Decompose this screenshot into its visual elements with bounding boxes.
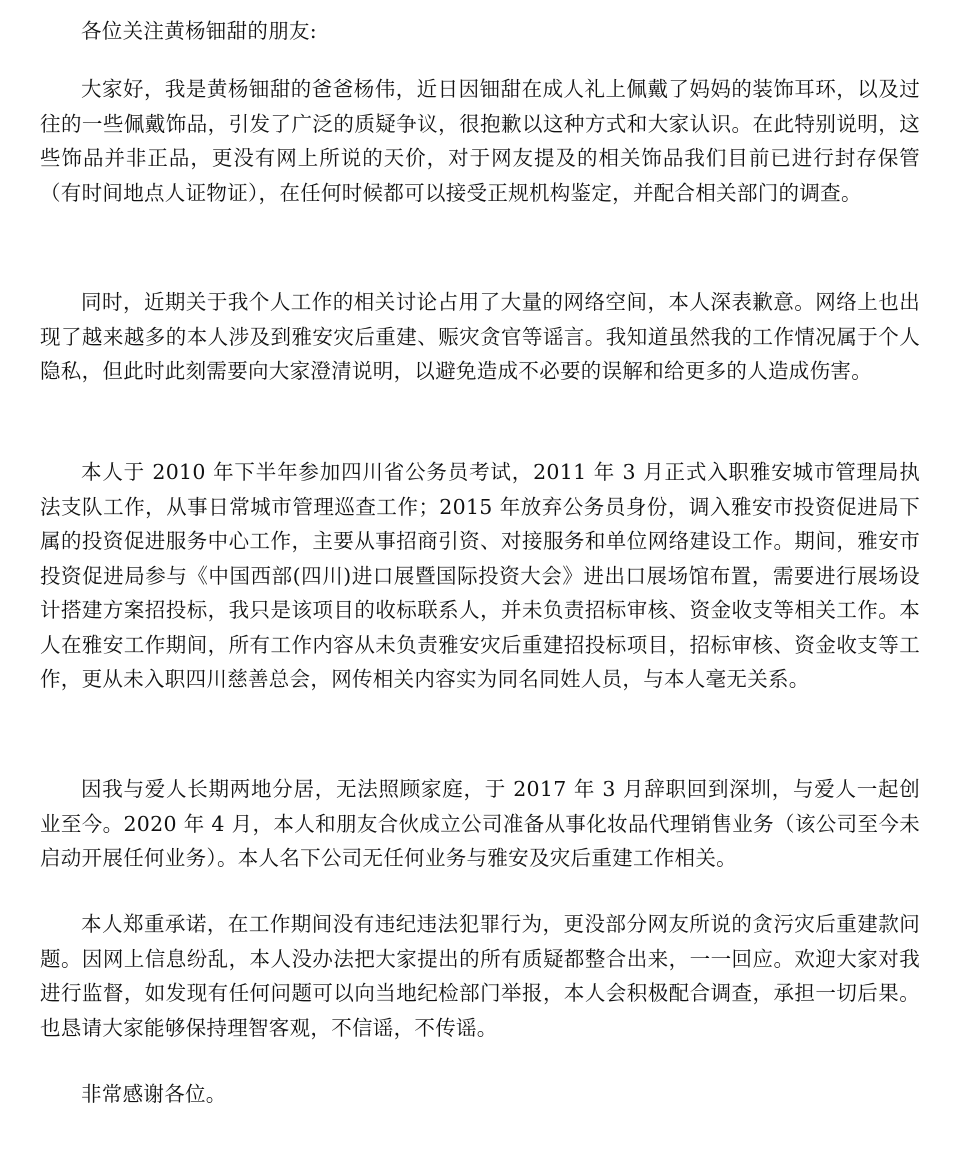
letter-paragraph: 本人郑重承诺，在工作期间没有违纪违法犯罪行为，更没部分网友所说的贪污灾后重建款问题。因网上信息纷乱，本人没办法把大家提出的所有质疑都整合出来，一一回应。欢迎大家对我进行监督，如发现有任何问题可以向当地纪检部门举报，本人会积极配合调查，承担一切后果。也恳请大家能够保持理智客观，不信谣，不传谣。 <box>40 912 920 1040</box>
letter-closing: 非常感谢各位。 <box>81 1082 227 1106</box>
letter-paragraph: 因我与爱人长期两地分居，无法照顾家庭，于 2017 年 3 月辞职回到深圳，与爱人一起创业至今。2020 年 4 月，本人和朋友合伙成立公司准备从事化妆品代理销售业务（该公司至今未启动开展任何业务）。本人名下公司无任何业务与雅安及灾后重建工作相关。 <box>40 777 920 870</box>
letter-greeting: 各位关注黄杨钿甜的朋友: <box>81 19 318 43</box>
letter-paragraph: 同时，近期关于我个人工作的相关讨论占用了大量的网络空间，本人深表歉意。网络上也出现了越来越多的本人涉及到雅安灾后重建、赈灾贪官等谣言。我知道虽然我的工作情况属于个人隐私，但此时此刻需要向大家澄清说明，以避免造成不必要的误解和给更多的人造成伤害。 <box>40 290 920 383</box>
letter-paragraph: 大家好，我是黄杨钿甜的爸爸杨伟，近日因钿甜在成人礼上佩戴了妈妈的装饰耳环，以及过往的一些佩戴饰品，引发了广泛的质疑争议，很抱歉以这种方式和大家认识。在此特别说明，这些饰品并非正品，更没有网上所说的天价，对于网友提及的相关饰品我们目前已进行封存保管（有时间地点人证物证），在任何时候都可以接受正规机构鉴定，并配合相关部门的调查。 <box>40 77 920 205</box>
letter-paragraph: 本人于 2010 年下半年参加四川省公务员考试，2011 年 3 月正式入职雅安城市管理局执法支队工作，从事日常城市管理巡查工作；2015 年放弃公务员身份，调入雅安市投资促进局下属的投资促进服务中心工作，主要从事招商引资、对接服务和单位网络建设工作。期间，雅安市投资促进局参与《中国西部(四川)进口展暨国际投资大会》进出口展场馆布置，需要进行展场设计搭建方案招投标，我只是该项目的收标联系人，并未负责招标审核、资金收支等相关工作。本人在雅安工作期间，所有工作内容从未负责雅安灾后重建招投标项目，招标审核、资金收支等工作，更从未入职四川慈善总会，网传相关内容实为同名同姓人员，与本人毫无关系。 <box>40 460 920 691</box>
